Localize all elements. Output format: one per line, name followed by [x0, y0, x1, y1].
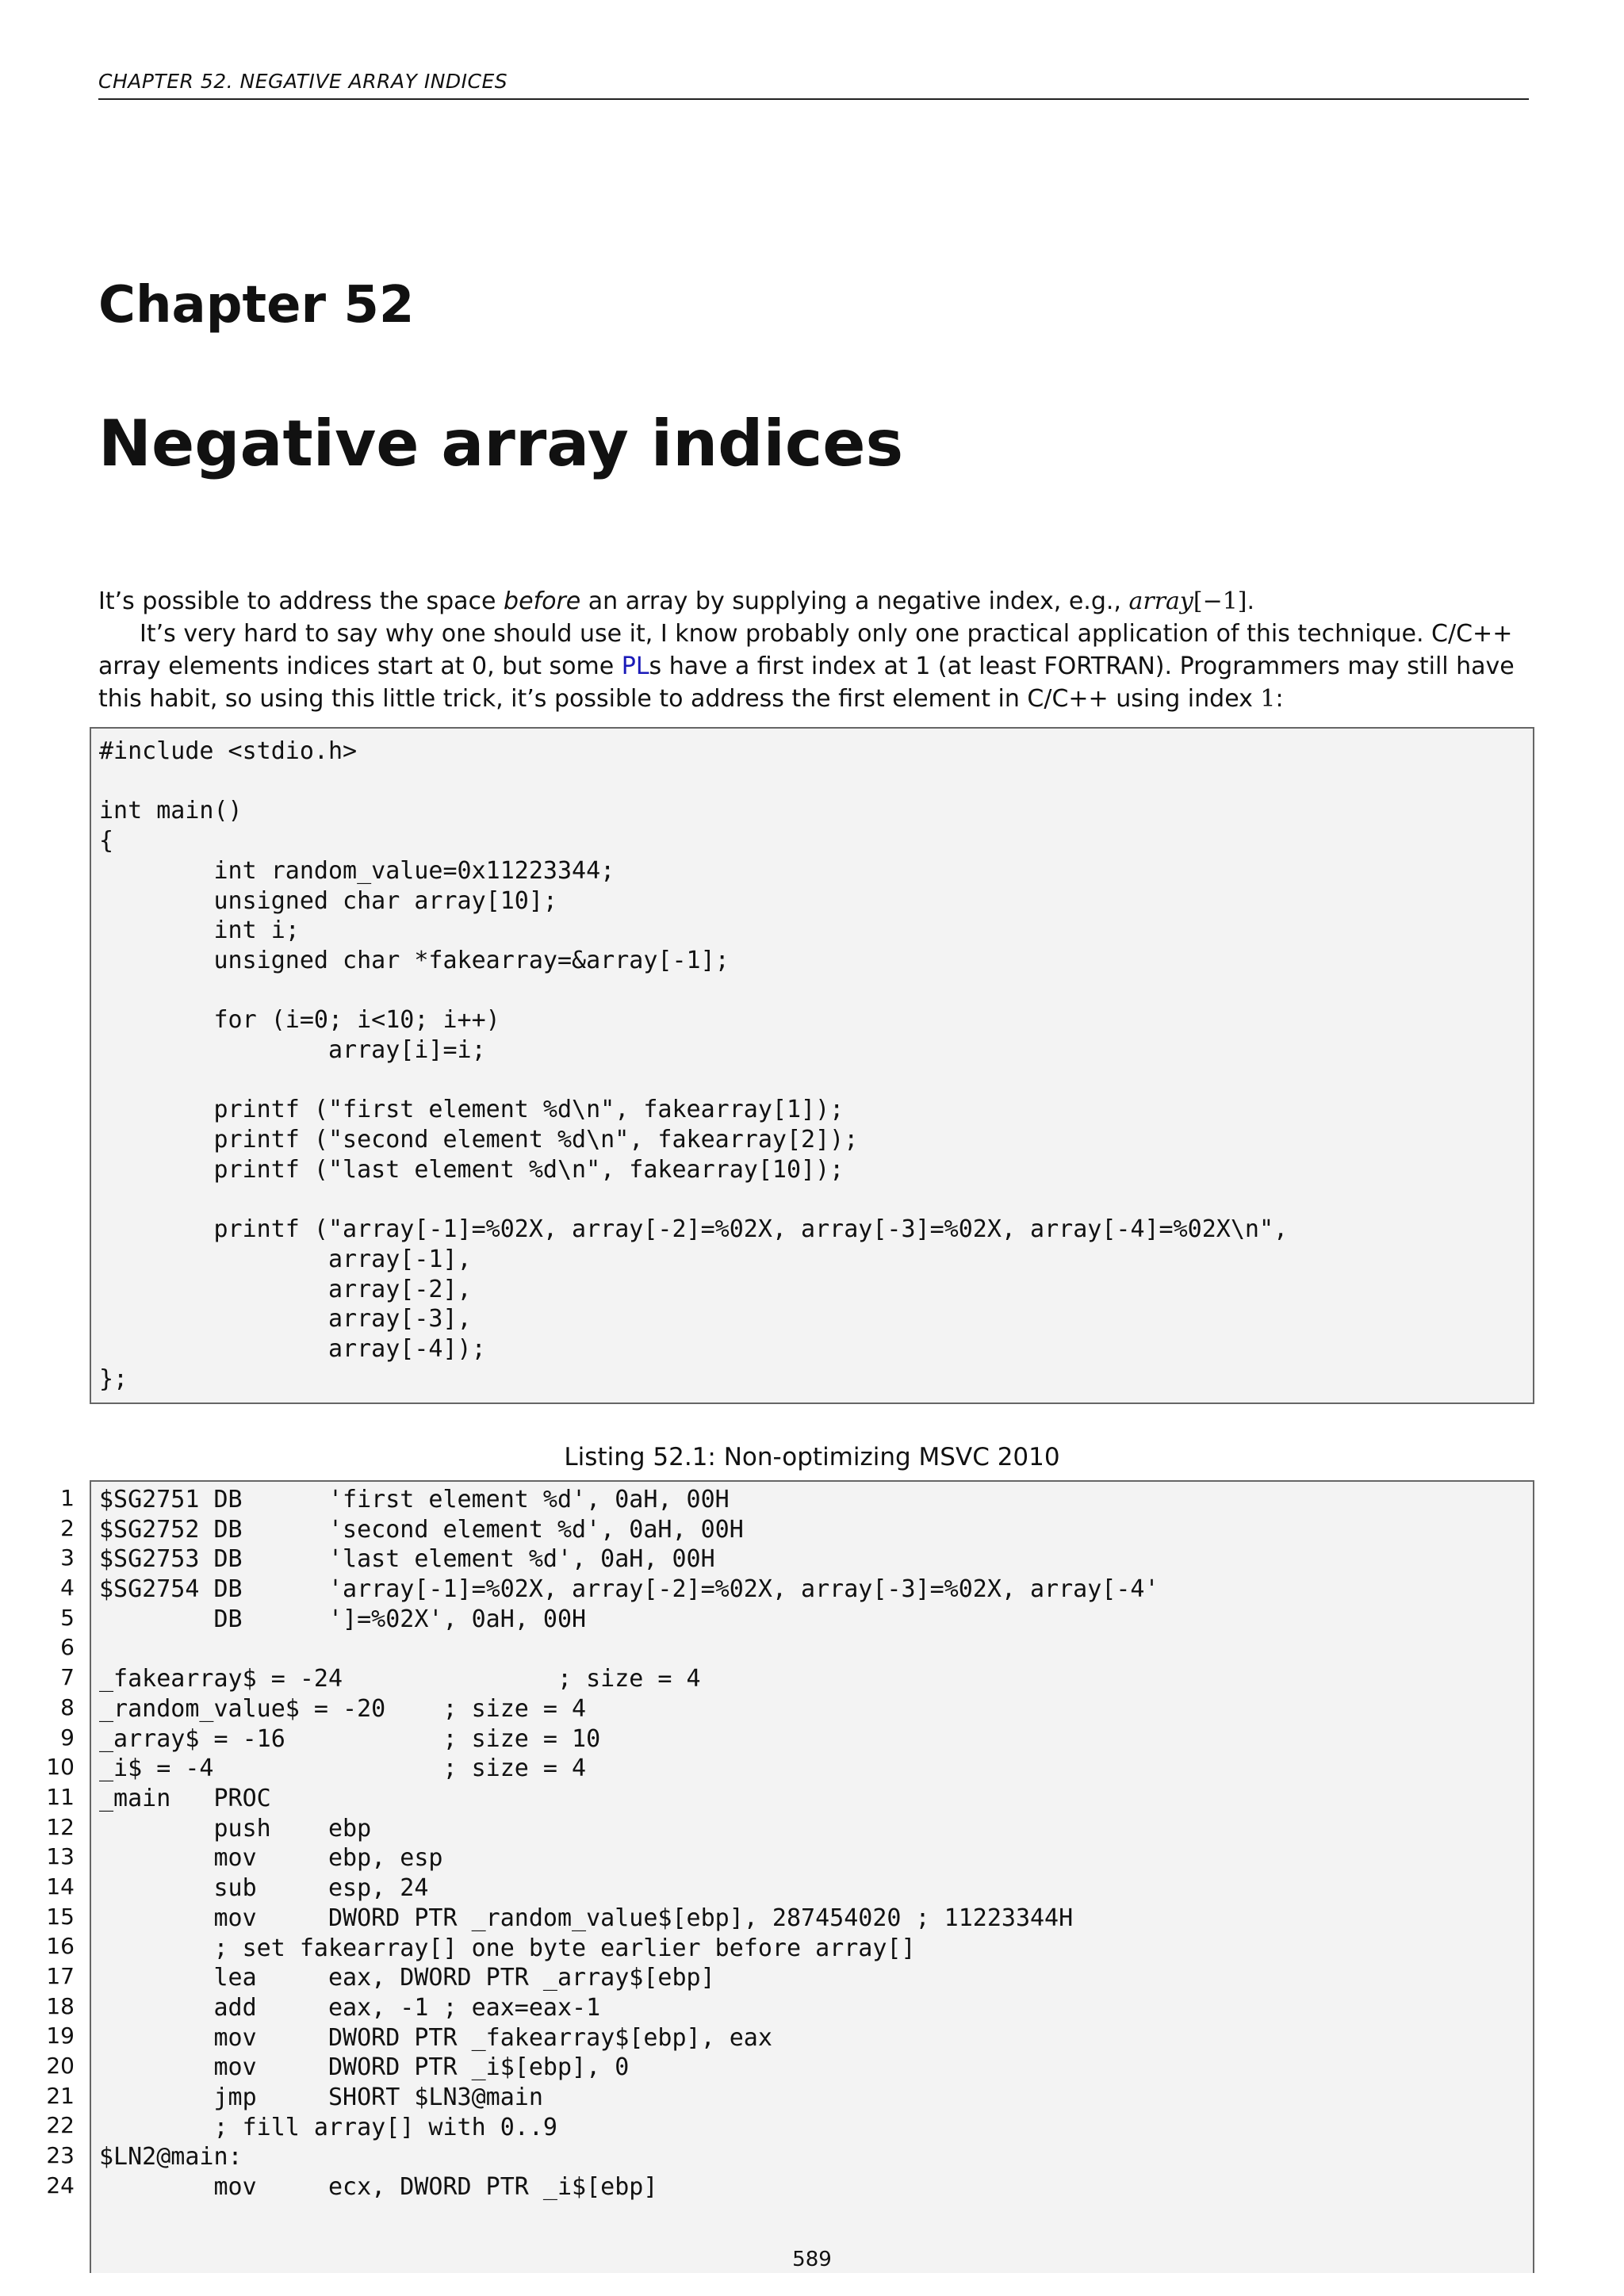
line-number: 7: [60, 1664, 75, 1691]
intro-paragraph-2: It’s very hard to say why one should use it, I know probably only one practical application of this technique. C/C++ array elements indices start at 0, but some PLs have a first index at 1 (at least FORTRAN). Programmers may still have this habit, so using this little trick, it’s possible to address the first element in C/C++ using index 1:: [98, 620, 1515, 713]
line-number: 17: [46, 1963, 75, 1989]
line-number: 10: [46, 1754, 75, 1781]
line-number: 24: [46, 2172, 75, 2198]
line-number: 8: [60, 1693, 75, 1720]
line-number: 16: [46, 1933, 75, 1960]
line-number: 3: [60, 1544, 75, 1571]
line-number: 20: [46, 2053, 75, 2080]
page-number: 589: [792, 2248, 832, 2271]
line-number: 5: [60, 1604, 75, 1631]
listing-caption: Listing 52.1: Non-optimizing MSVC 2010: [564, 1443, 1060, 1471]
intro-paragraph-1: It’s possible to address the space before an array by supplying a negative index, e.g., array[−1].: [98, 587, 1255, 615]
line-number: 11: [46, 1783, 75, 1810]
line-number: 22: [46, 2112, 75, 2139]
line-number: 23: [46, 2142, 75, 2169]
line-number: 13: [46, 1843, 75, 1870]
line-number-gutter: [32, 1483, 75, 2201]
line-number: 21: [46, 2082, 75, 2109]
running-head: CHAPTER 52. NEGATIVE ARRAY INDICES: [98, 70, 1529, 100]
source-code: #include <stdio.h> int main() { int random_value=0x11223344; unsigned char array[10]; int i; unsigned char *fakearray=&array[-1]; for (i=0; i<10; i++) array[i]=i; printf ("first element %d\n", fakearray[1]); printf ("second element %d\n", fakearray[2]); printf ("last element %d\n", fakearray[10]); printf ("array[-1]=%02X, array[-2]=%02X, array[-3]=%02X, array[-4]=%02X\n", array[-1], array[-2], array[-3], array[-4]); };: [99, 737, 1289, 1393]
assembly-code: $SG2751 DB 'first element %d', 0aH, 00H $SG2752 DB 'second element %d', 0aH, 00H $SG2753 DB 'last element %d', 0aH, 00H $SG2754 DB 'array[-1]=%02X, array[-2]=%02X, array[-3]=%02X, array[-4' DB ']=%02X', 0aH, 00H _fakearray$ = -24 ; size = 4 _random_value$ = -20 ; size = 4 _array$ = -16 ; size = 10 _i$ = -4 ; size = 4 _main PROC push ebp mov ebp, esp sub esp, 24 mov DWORD PTR _random_value$[ebp], 287454020 ; 11223344H ; set fakearray[] one byte earlier before array[] lea eax, DWORD PTR _array$[ebp] add eax, -1 ; eax=eax-1 mov DWORD PTR _fakearray$[ebp], eax mov DWORD PTR _i$[ebp], 0 jmp SHORT $LN3@main ; fill array[] with 0..9 $LN2@main: mov ecx, DWORD PTR _i$[ebp]: [99, 1486, 1159, 2202]
assembly-listing: [90, 1480, 1534, 2273]
chapter-title: Negative array indices: [98, 407, 904, 480]
chapter-label: Chapter 52: [98, 276, 415, 335]
math-index-one: 1: [1260, 685, 1276, 713]
line-number: 6: [60, 1634, 75, 1661]
line-number: 15: [46, 1903, 75, 1930]
math-array: array: [1128, 587, 1193, 615]
pl-glossary-link[interactable]: PL: [621, 652, 649, 680]
math-index: [−1]: [1193, 587, 1247, 615]
line-number: 12: [46, 1813, 75, 1840]
line-number: 4: [60, 1575, 75, 1601]
line-number: 1: [60, 1485, 75, 1511]
line-number: 14: [46, 1873, 75, 1900]
intro-text: [98, 585, 1529, 715]
line-number: 2: [60, 1514, 75, 1541]
emphasis-before: before: [504, 587, 581, 615]
line-number: 18: [46, 1992, 75, 2019]
source-code-listing: [90, 727, 1534, 1404]
line-number: 19: [46, 2022, 75, 2049]
line-number: 9: [60, 1724, 75, 1751]
